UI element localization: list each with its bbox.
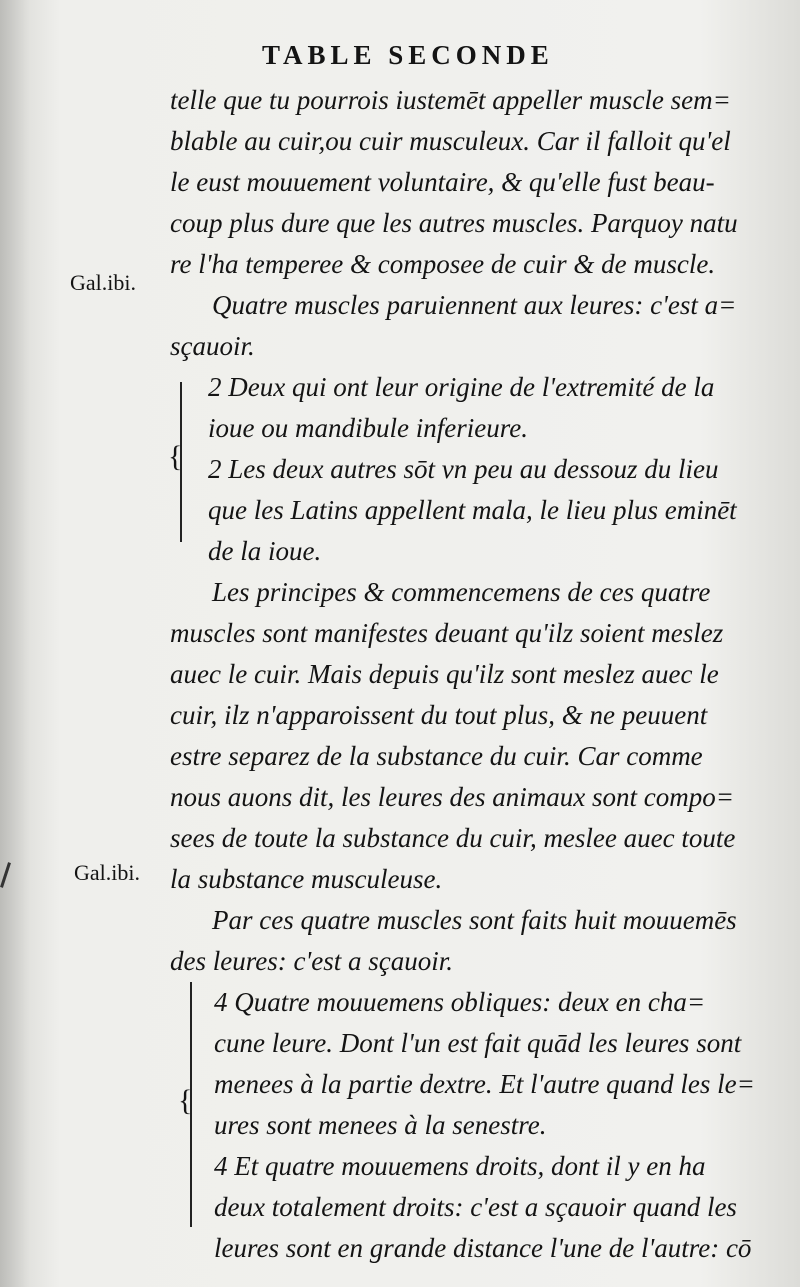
text-line: 4 Et quatre mouuemens droits, dont il y en ha <box>214 1151 706 1181</box>
text-line: 2 Les deux autres sōt vn peu au dessouz du lieu <box>208 454 719 484</box>
brace-1-point: { <box>168 440 183 473</box>
text-line: menees à la partie dextre. Et l'autre quand les le= <box>214 1069 755 1099</box>
text-line: ioue ou mandibule inferieure. <box>208 413 528 443</box>
text-line: re l'ha temperee & composee de cuir & de muscle. <box>170 249 716 279</box>
text-line: auec le cuir. Mais depuis qu'ilz sont meslez auec le <box>170 659 719 689</box>
text-line: telle que tu pourrois iustemēt appeller muscle sem= <box>170 85 731 115</box>
text-line: Par ces quatre muscles sont faits huit mouuemēs <box>212 905 737 935</box>
text-line: Quatre muscles paruiennent aux leures: c'est a= <box>212 290 737 320</box>
text-line: leures sont en grande distance l'une de l'autre: cō <box>214 1233 752 1263</box>
text-line: cuir, ilz n'apparoissent du tout plus, & ne peuuent <box>170 700 708 730</box>
text-line: nous auons dit, les leures des animaux sont compo= <box>170 782 734 812</box>
text-line: sçauoir. <box>170 331 255 361</box>
text-line: estre separez de la substance du cuir. Car comme <box>170 741 703 771</box>
text-line: muscles sont manifestes deuant qu'ilz soient meslez <box>170 618 724 648</box>
text-line: de la ioue. <box>208 536 322 566</box>
bleed-through-margin <box>740 190 745 213</box>
text-line: blable au cuir,ou cuir musculeux. Car il falloit qu'el <box>170 126 731 156</box>
page-gutter-shadow <box>0 0 30 1287</box>
margin-note-gal-2: Gal.ibi. <box>74 860 140 885</box>
text-line: ures sont menees à la senestre. <box>214 1110 547 1140</box>
text-line: que les Latins appellent mala, le lieu plus eminēt <box>208 495 737 525</box>
text-line: deux totalement droits: c'est a sçauoir quand les <box>214 1192 737 1222</box>
text-line: 2 Deux qui ont leur origine de l'extremité de la <box>208 372 715 402</box>
text-line: Les principes & commencemens de ces quatre <box>212 577 711 607</box>
text-line: la substance musculeuse. <box>170 864 443 894</box>
brace-2-point: { <box>178 1084 193 1117</box>
text-line: cune leure. Dont l'un est fait quād les leures sont <box>214 1028 742 1058</box>
text-line: 4 Quatre mouuemens obliques: deux en cha= <box>214 987 706 1017</box>
text-line: le eust mouuement voluntaire, & qu'elle fust beau- <box>170 167 715 197</box>
text-line: sees de toute la substance du cuir, meslee auec toute <box>170 823 736 853</box>
running-header: TABLE SECONDE <box>262 40 554 70</box>
margin-note-gal-1: Gal.ibi. <box>70 270 136 295</box>
text-line: des leures: c'est a sçauoir. <box>170 946 453 976</box>
text-line: coup plus dure que les autres muscles. Parquoy natu <box>170 208 738 238</box>
